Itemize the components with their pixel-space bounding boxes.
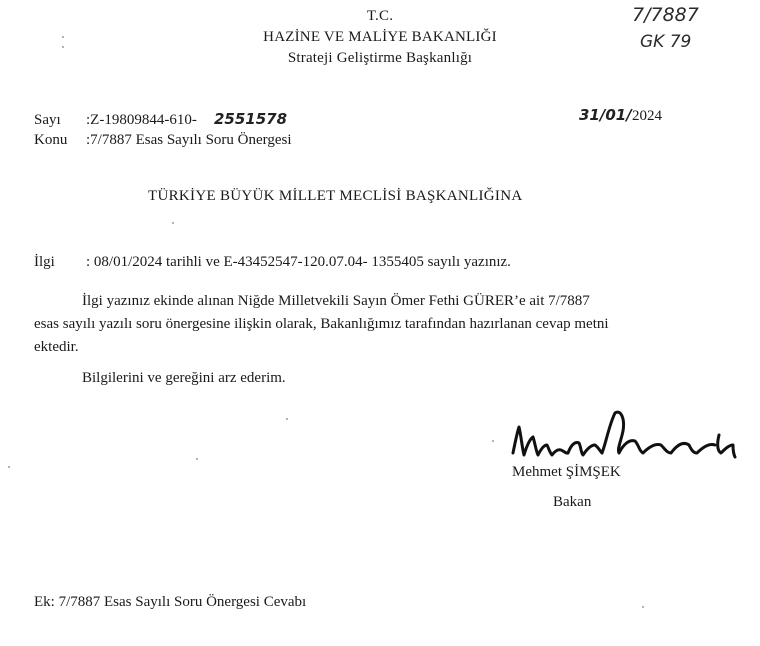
body-paragraph-2: Bilgilerini ve gereğini arz ederim. <box>82 370 286 386</box>
scan-speck <box>286 418 288 420</box>
body-paragraph-1-line-1: İlgi yazınız ekinde alınan Niğde Milletvekili Sayın Ömer Fethi GÜRER’e ait 7/7887 <box>82 293 590 309</box>
attachment-note: Ek: 7/7887 Esas Sayılı Soru Önergesi Cevabı <box>34 594 307 610</box>
konu-value: :7/7887 Esas Sayılı Soru Önergesi <box>86 132 292 148</box>
header-tc: T.C. <box>366 8 394 24</box>
header-department: Strateji Geliştirme Başkanlığı <box>287 50 473 66</box>
handwritten-reference-number: 7/7887 <box>632 4 699 26</box>
scan-speck <box>642 606 644 608</box>
date-year: 2024 <box>632 108 662 124</box>
scan-speck <box>62 36 64 38</box>
header-ministry: HAZİNE VE MALİYE BAKANLIĞI <box>263 29 497 45</box>
body-paragraph-1-line-2: esas sayılı yazılı soru önergesine ilişkin olarak, Bakanlığımız tarafından hazırlanan cevap metni <box>34 316 609 332</box>
signature-image <box>505 405 740 467</box>
scan-speck <box>172 222 174 224</box>
ilgi-value: : 08/01/2024 tarihli ve E-43452547-120.07.04- 1355405 sayılı yazınız. <box>86 254 511 270</box>
scan-speck <box>8 466 10 468</box>
konu-label: Konu <box>34 132 68 148</box>
handwritten-gk-number: GK 79 <box>640 32 692 52</box>
sayi-label: Sayı <box>34 112 61 128</box>
signatory-title: Bakan <box>553 494 592 510</box>
scan-speck <box>196 458 198 460</box>
scan-speck <box>492 440 494 442</box>
sayi-value: :Z-19809844-610- <box>86 112 197 128</box>
scan-speck <box>62 46 64 48</box>
sayi-handwritten-number: 2551578 <box>214 110 288 128</box>
addressee: TÜRKİYE BÜYÜK MİLLET MECLİSİ BAŞKANLIĞINA <box>148 188 523 204</box>
body-paragraph-1-line-3: ektedir. <box>34 339 79 355</box>
date-handwritten-day-month: 31/01/ <box>579 106 632 124</box>
ilgi-label: İlgi <box>34 254 55 270</box>
signatory-name: Mehmet ŞİMŞEK <box>512 464 621 480</box>
